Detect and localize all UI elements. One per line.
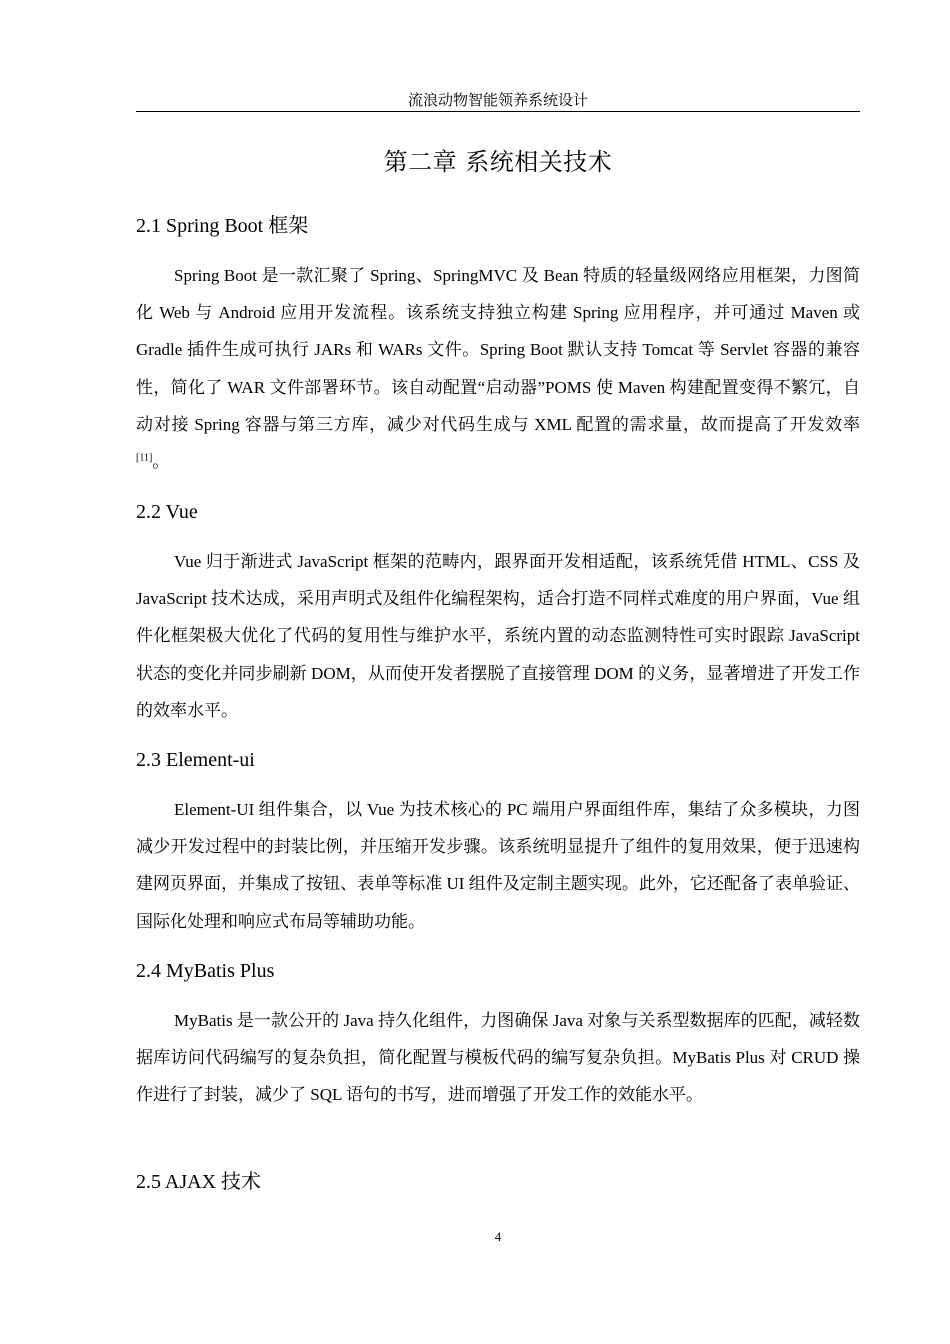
citation-reference: [11] — [136, 452, 153, 464]
header-rule — [136, 111, 860, 112]
page-number: 4 — [494, 1229, 502, 1244]
section-heading-2-2: 2.2 Vue — [136, 501, 198, 523]
section-heading-2-1: 2.1 Spring Boot 框架 — [136, 215, 309, 237]
section-paragraph-2-1 — [136, 257, 860, 480]
section-paragraph-2-3: Element-UI 组件集合，以 Vue 为技术核心的 PC 端用户界面组件库，集结了众多模块，力图减少开发过程中的封装比例，并压缩开发步骤。该系统明显提升了组件的复用效果，便于迅速构建网页界面，并集成了按钮、表单等标准 UI 组件及定制主题实现。此外，它还配备了表单验证、国际化处理和响应式布局等辅助功能。 — [136, 800, 860, 931]
paragraph-end: 。 — [152, 452, 170, 472]
section-paragraph-2-4: MyBatis 是一款公开的 Java 持久化组件，力图确保 Java 对象与关系型数据库的匹配，减轻数据库访问代码编写的复杂负担，简化配置与模板代码的编写复杂负担。MyBatis Plus 对 CRUD 操作进行了封装，减少了 SQL 语句的书写，进而增强了开发工作的效能水平。 — [136, 1011, 860, 1105]
section-paragraph-2-2: Vue 归于渐进式 JavaScript 框架的范畴内，跟界面开发相适配，该系统凭借 HTML、CSS 及 JavaScript 技术达成，采用声明式及组件化编程架构，适合打造不同样式难度的用户界面，Vue 组件化框架极大优化了代码的复用性与维护水平，系统内置的动态监测特性可实时跟踪 JavaScript 状态的变化并同步刷新 DOM，从而使开发者摆脱了直接管理 DOM 的义务，显著增进了开发工作的效率水平。 — [136, 552, 860, 720]
section-heading-2-3: 2.3 Element-ui — [136, 749, 255, 771]
section-heading-2-4: 2.4 MyBatis Plus — [136, 960, 275, 982]
section-heading-2-5: 2.5 AJAX 技术 — [136, 1171, 262, 1193]
paragraph-text: Spring Boot 是一款汇聚了 Spring、SpringMVC 及 Bean 特质的轻量级网络应用框架，力图简化 Web 与 Android 应用开发流程。该系统支持独立构建 Spring 应用程序，并可通过 Maven 或 Gradle 插件生成可执行 JARs 和 WARs 文件。Spring Boot 默认支持 Tomcat 等 Servlet 容器的兼容性，简化了 WAR 文件部署环节。该自动配置“启动器”POMS 使 Maven 构建配置变得不繁冗，自动对接 Spring 容器与第三方库，减少对代码生成与 XML 配置的需求量，故而提高了开发效率 — [136, 266, 860, 434]
running-header: 流浪动物智能领养系统设计 — [407, 93, 588, 109]
chapter-title: 第二章 系统相关技术 — [383, 148, 613, 176]
